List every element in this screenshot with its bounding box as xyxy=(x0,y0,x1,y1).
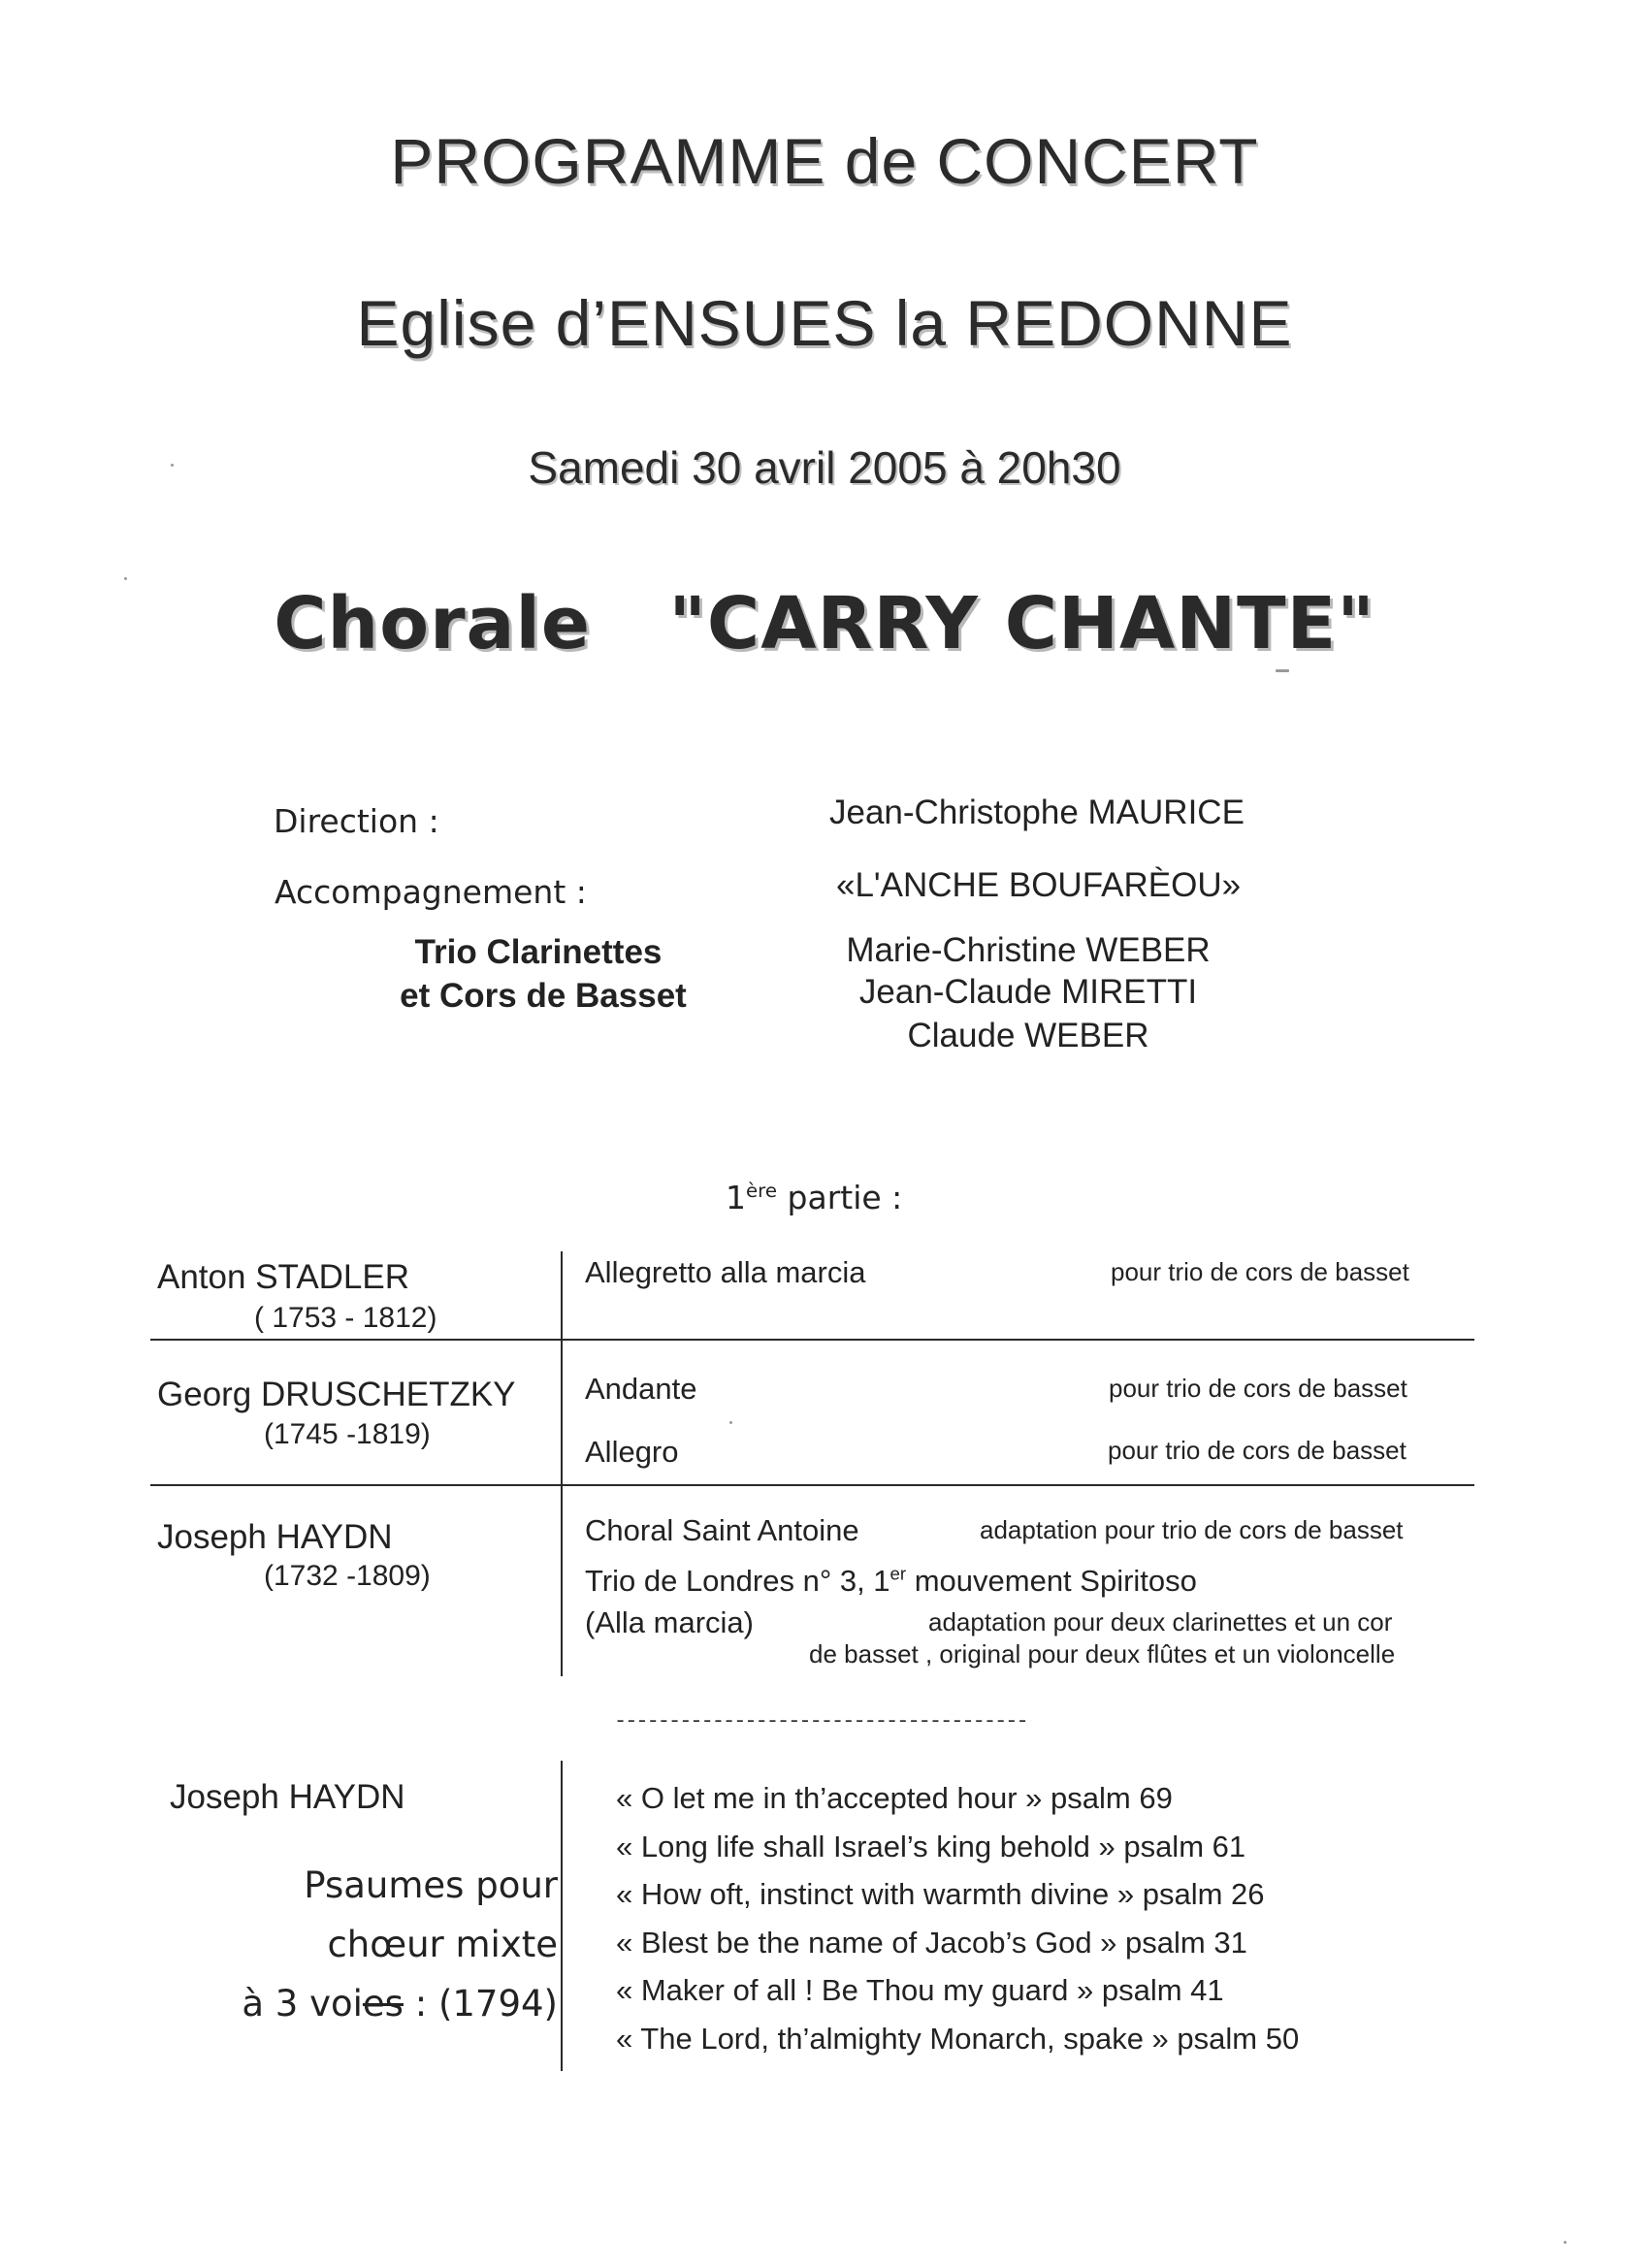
page-title: PROGRAMME de CONCERT xyxy=(390,125,1259,197)
composer-name: Georg DRUSCHETZKY xyxy=(157,1376,516,1413)
scan-speck xyxy=(1276,669,1289,672)
trio-label-line2: et Cors de Basset xyxy=(400,977,687,1015)
psalms-description: chœur mixte xyxy=(327,1924,558,1965)
composer-name: Anton STADLER xyxy=(157,1258,410,1296)
trio-label-line1: Trio Clarinettes xyxy=(414,933,663,971)
table-row-divider xyxy=(150,1339,1474,1341)
concert-date: Samedi 30 avril 2005 à 20h30 xyxy=(528,442,1121,493)
work-note: adaptation pour deux clarinettes et un cor xyxy=(928,1607,1393,1636)
venue-title: Eglise d’ENSUES la REDONNE xyxy=(356,287,1293,359)
part-heading: 1ère partie : xyxy=(726,1179,903,1216)
psalm-item: « How oft, instinct with warmth divine » psalm 26 xyxy=(616,1877,1265,1911)
work-title: Andante xyxy=(585,1372,697,1406)
psalms-description: Psaumes pour xyxy=(304,1864,558,1906)
direction-label: Direction : xyxy=(274,802,439,840)
section-separator: -------------------------------------- xyxy=(614,1709,1027,1733)
accompagnement-label: Accompagnement : xyxy=(275,873,587,911)
composer-name: Joseph HAYDN xyxy=(157,1518,393,1556)
work-title: Allegro xyxy=(585,1435,679,1469)
psalm-item: « Blest be the name of Jacob’s God » psalm 31 xyxy=(616,1926,1247,1960)
table-column-divider xyxy=(561,1761,563,2071)
table-column-divider xyxy=(561,1251,563,1676)
work-title: Allegretto alla marcia xyxy=(585,1255,866,1289)
member-name: Marie-Christine WEBER xyxy=(846,931,1211,969)
chorale-name: Chorale "CARRY CHANTE" xyxy=(274,582,1375,665)
work-note: de basset , original pour deux flûtes et un violoncelle xyxy=(809,1639,1396,1669)
work-note: pour trio de cors de basset xyxy=(1108,1436,1406,1465)
psalm-item: « Maker of all ! Be Thou my guard » psalm 41 xyxy=(616,1973,1224,2007)
composer-years: (1745 -1819) xyxy=(264,1418,431,1450)
work-title: Trio de Londres n° 3, 1er mouvement Spiritoso xyxy=(585,1563,1197,1598)
direction-value: Jean-Christophe MAURICE xyxy=(829,794,1245,831)
scan-speck xyxy=(171,464,174,467)
work-note: adaptation pour trio de cors de basset xyxy=(980,1515,1404,1544)
work-note: pour trio de cors de basset xyxy=(1111,1257,1409,1286)
work-note: pour trio de cors de basset xyxy=(1109,1374,1407,1403)
accompagnement-value: «L'ANCHE BOUFARÈOU» xyxy=(836,866,1242,904)
work-title: (Alla marcia) xyxy=(585,1605,754,1639)
work-title: Choral Saint Antoine xyxy=(585,1513,859,1547)
psalm-item: « The Lord, th’almighty Monarch, spake » psalm 50 xyxy=(616,2022,1300,2056)
psalm-item: « O let me in th’accepted hour » psalm 69 xyxy=(616,1781,1173,1815)
psalm-item: « Long life shall Israel’s king behold » psalm 61 xyxy=(616,1830,1246,1863)
composer-name: Joseph HAYDN xyxy=(170,1778,405,1816)
member-name: Claude WEBER xyxy=(907,1017,1149,1054)
table-row-divider xyxy=(150,1484,1474,1486)
scan-speck xyxy=(729,1421,732,1424)
composer-years: (1732 -1809) xyxy=(264,1560,431,1592)
scan-speck xyxy=(124,577,127,580)
psalms-description: à 3 voies : (1794) xyxy=(242,1983,558,2025)
member-name: Jean-Claude MIRETTI xyxy=(858,973,1198,1011)
scan-speck xyxy=(1564,2241,1567,2244)
composer-years: ( 1753 - 1812) xyxy=(254,1302,437,1334)
